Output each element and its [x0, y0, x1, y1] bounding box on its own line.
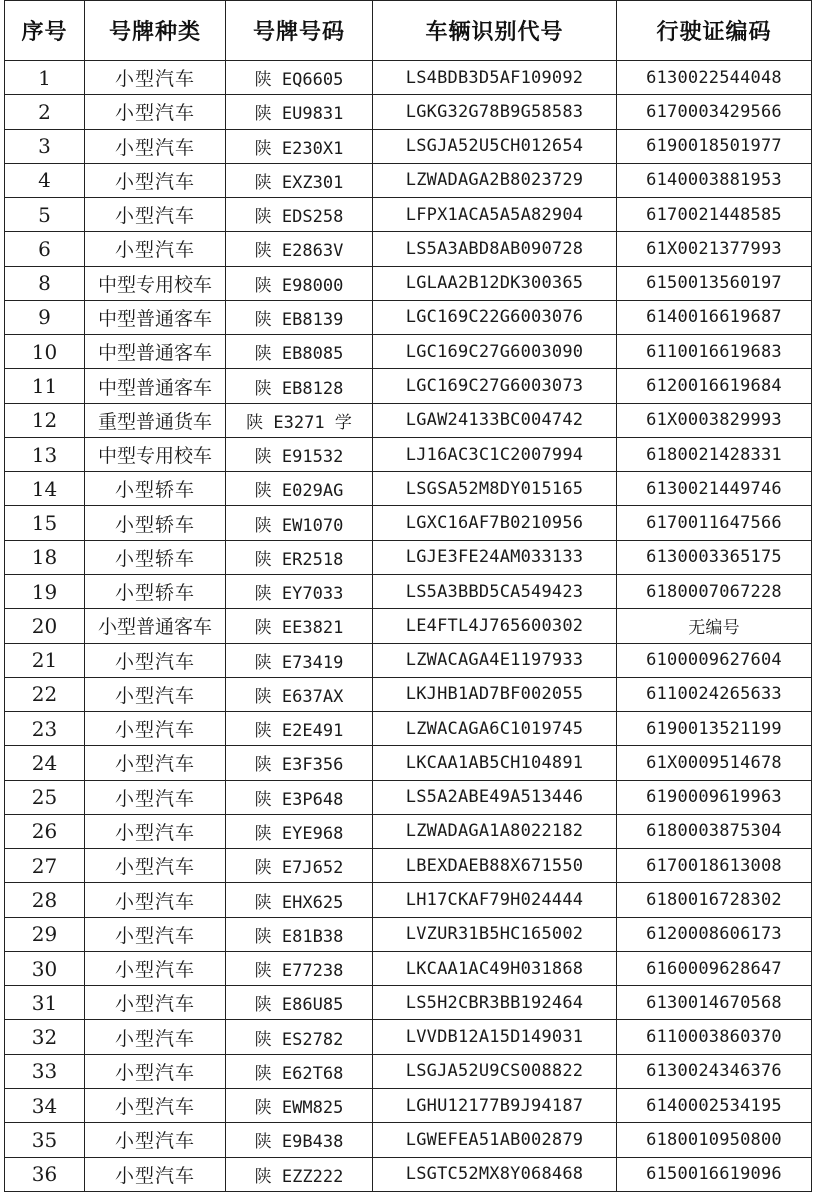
cell-vin: LS5A3ABD8AB090728	[373, 232, 617, 266]
table-row	[5, 163, 812, 197]
cell-license-code: 61X0021377993	[617, 232, 812, 266]
cell-serial-number: 24	[5, 746, 85, 780]
cell-license-code: 6110024265633	[617, 677, 812, 711]
cell-vin: LGXC16AF7B0210956	[373, 506, 617, 540]
cell-plate-number: 陕 EWM825	[226, 1088, 373, 1122]
cell-plate-number: 陕 E62T68	[226, 1054, 373, 1088]
cell-plate-type: 小型汽车	[85, 129, 226, 163]
cell-license-code: 6140003881953	[617, 163, 812, 197]
cell-plate-number: 陕 E86U85	[226, 986, 373, 1020]
cell-serial-number: 26	[5, 814, 85, 848]
header-plate-number: 号牌号码	[226, 1, 373, 61]
table-row	[5, 266, 812, 300]
cell-serial-number: 9	[5, 300, 85, 334]
cell-plate-number: 陕 EB8139	[226, 300, 373, 334]
cell-serial-number: 20	[5, 609, 85, 643]
cell-plate-type: 小型汽车	[85, 643, 226, 677]
cell-license-code: 6140002534195	[617, 1088, 812, 1122]
header-row	[5, 1, 812, 61]
cell-plate-type: 小型汽车	[85, 951, 226, 985]
cell-vin: LH17CKAF79H024444	[373, 883, 617, 917]
cell-plate-number: 陕 E3P648	[226, 780, 373, 814]
table-row	[5, 369, 812, 403]
cell-serial-number: 1	[5, 61, 85, 95]
cell-vin: LKJHB1AD7BF002055	[373, 677, 617, 711]
cell-license-code: 6170011647566	[617, 506, 812, 540]
cell-vin: LKCAA1AB5CH104891	[373, 746, 617, 780]
cell-plate-type: 小型汽车	[85, 780, 226, 814]
cell-serial-number: 36	[5, 1157, 85, 1191]
cell-plate-type: 中型普通客车	[85, 335, 226, 369]
vehicle-table	[4, 0, 812, 1192]
table-row	[5, 1054, 812, 1088]
cell-vin: LGAW24133BC004742	[373, 403, 617, 437]
cell-serial-number: 14	[5, 472, 85, 506]
cell-plate-number: 陕 E81B38	[226, 917, 373, 951]
header-serial-number: 序号	[5, 1, 85, 61]
table-row	[5, 986, 812, 1020]
cell-vin: LGHU12177B9J94187	[373, 1088, 617, 1122]
cell-serial-number: 2	[5, 95, 85, 129]
table-row	[5, 574, 812, 608]
cell-license-code: 6110003860370	[617, 1020, 812, 1054]
cell-plate-number: 陕 E91532	[226, 437, 373, 471]
cell-serial-number: 23	[5, 712, 85, 746]
cell-vin: LGLAA2B12DK300365	[373, 266, 617, 300]
cell-license-code: 6140016619687	[617, 300, 812, 334]
header-vin: 车辆识别代号	[373, 1, 617, 61]
cell-vin: LSGSA52M8DY015165	[373, 472, 617, 506]
cell-license-code: 无编号	[617, 609, 812, 643]
table-row	[5, 1157, 812, 1191]
cell-plate-number: 陕 E73419	[226, 643, 373, 677]
cell-vin: LZWACAGA6C1019745	[373, 712, 617, 746]
cell-plate-number: 陕 EZZ222	[226, 1157, 373, 1191]
cell-license-code: 6130014670568	[617, 986, 812, 1020]
cell-plate-type: 小型普通客车	[85, 609, 226, 643]
cell-license-code: 6120008606173	[617, 917, 812, 951]
cell-license-code: 61X0003829993	[617, 403, 812, 437]
table-row	[5, 232, 812, 266]
cell-plate-number: 陕 E77238	[226, 951, 373, 985]
cell-serial-number: 18	[5, 540, 85, 574]
cell-plate-type: 小型汽车	[85, 1020, 226, 1054]
cell-vin: LZWADAGA2B8023729	[373, 163, 617, 197]
table-row	[5, 677, 812, 711]
cell-vin: LVVDB12A15D149031	[373, 1020, 617, 1054]
cell-serial-number: 28	[5, 883, 85, 917]
cell-license-code: 6150016619096	[617, 1157, 812, 1191]
cell-license-code: 6130024346376	[617, 1054, 812, 1088]
cell-plate-number: 陕 EB8128	[226, 369, 373, 403]
cell-vin: LVZUR31B5HC165002	[373, 917, 617, 951]
cell-vin: LZWADAGA1A8022182	[373, 814, 617, 848]
table-row	[5, 951, 812, 985]
cell-plate-type: 小型汽车	[85, 198, 226, 232]
cell-plate-type: 小型汽车	[85, 232, 226, 266]
cell-plate-type: 小型轿车	[85, 506, 226, 540]
cell-serial-number: 30	[5, 951, 85, 985]
table-row	[5, 1088, 812, 1122]
cell-plate-number: 陕 E98000	[226, 266, 373, 300]
cell-plate-type: 小型汽车	[85, 917, 226, 951]
cell-serial-number: 32	[5, 1020, 85, 1054]
cell-license-code: 6180010950800	[617, 1123, 812, 1157]
table-row	[5, 335, 812, 369]
cell-license-code: 6160009628647	[617, 951, 812, 985]
cell-vin: LJ16AC3C1C2007994	[373, 437, 617, 471]
table-row	[5, 712, 812, 746]
cell-plate-type: 小型汽车	[85, 883, 226, 917]
cell-vin: LS5H2CBR3BB192464	[373, 986, 617, 1020]
cell-serial-number: 27	[5, 849, 85, 883]
cell-plate-type: 小型汽车	[85, 1054, 226, 1088]
cell-serial-number: 4	[5, 163, 85, 197]
cell-serial-number: 29	[5, 917, 85, 951]
table-row	[5, 1123, 812, 1157]
cell-serial-number: 22	[5, 677, 85, 711]
table-row	[5, 437, 812, 471]
cell-license-code: 6190018501977	[617, 129, 812, 163]
cell-license-code: 6150013560197	[617, 266, 812, 300]
cell-vin: LGKG32G78B9G58583	[373, 95, 617, 129]
cell-plate-number: 陕 EU9831	[226, 95, 373, 129]
cell-plate-type: 小型汽车	[85, 1123, 226, 1157]
cell-plate-number: 陕 E230X1	[226, 129, 373, 163]
cell-serial-number: 11	[5, 369, 85, 403]
cell-plate-type: 小型汽车	[85, 1088, 226, 1122]
table-row	[5, 540, 812, 574]
cell-plate-number: 陕 E7J652	[226, 849, 373, 883]
cell-plate-number: 陕 E3F356	[226, 746, 373, 780]
cell-vin: LGJE3FE24AM033133	[373, 540, 617, 574]
cell-serial-number: 13	[5, 437, 85, 471]
cell-vin: LFPX1ACA5A5A82904	[373, 198, 617, 232]
cell-vin: LGC169C22G6003076	[373, 300, 617, 334]
cell-license-code: 61X0009514678	[617, 746, 812, 780]
cell-license-code: 6130003365175	[617, 540, 812, 574]
table-row	[5, 917, 812, 951]
cell-plate-number: 陕 EW1070	[226, 506, 373, 540]
cell-license-code: 6190009619963	[617, 780, 812, 814]
cell-license-code: 6130022544048	[617, 61, 812, 95]
cell-vin: LGC169C27G6003073	[373, 369, 617, 403]
cell-plate-type: 小型轿车	[85, 574, 226, 608]
cell-license-code: 6180021428331	[617, 437, 812, 471]
cell-plate-number: 陕 EY7033	[226, 574, 373, 608]
cell-plate-type: 小型汽车	[85, 677, 226, 711]
table-body	[5, 61, 812, 1192]
table-row	[5, 849, 812, 883]
cell-plate-type: 小型轿车	[85, 472, 226, 506]
table-row	[5, 643, 812, 677]
cell-vin: LSGJA52U5CH012654	[373, 129, 617, 163]
cell-vin: LZWACAGA4E1197933	[373, 643, 617, 677]
cell-plate-type: 小型汽车	[85, 986, 226, 1020]
cell-serial-number: 10	[5, 335, 85, 369]
cell-plate-type: 中型普通客车	[85, 300, 226, 334]
cell-serial-number: 6	[5, 232, 85, 266]
cell-plate-number: 陕 EDS258	[226, 198, 373, 232]
cell-plate-type: 小型汽车	[85, 746, 226, 780]
cell-plate-type: 小型轿车	[85, 540, 226, 574]
cell-plate-type: 小型汽车	[85, 1157, 226, 1191]
cell-plate-type: 小型汽车	[85, 849, 226, 883]
cell-serial-number: 3	[5, 129, 85, 163]
cell-serial-number: 12	[5, 403, 85, 437]
cell-plate-type: 小型汽车	[85, 95, 226, 129]
cell-vin: LS5A2ABE49A513446	[373, 780, 617, 814]
cell-plate-type: 小型汽车	[85, 814, 226, 848]
cell-plate-number: 陕 EYE968	[226, 814, 373, 848]
cell-license-code: 6100009627604	[617, 643, 812, 677]
cell-plate-type: 小型汽车	[85, 163, 226, 197]
cell-license-code: 6170003429566	[617, 95, 812, 129]
table-row	[5, 780, 812, 814]
cell-plate-type: 中型专用校车	[85, 266, 226, 300]
cell-plate-type: 小型汽车	[85, 712, 226, 746]
cell-serial-number: 21	[5, 643, 85, 677]
cell-plate-number: 陕 EE3821	[226, 609, 373, 643]
cell-plate-number: 陕 EB8085	[226, 335, 373, 369]
table-row	[5, 1020, 812, 1054]
table-row	[5, 746, 812, 780]
cell-vin: LGWEFEA51AB002879	[373, 1123, 617, 1157]
cell-serial-number: 25	[5, 780, 85, 814]
table-row	[5, 472, 812, 506]
cell-plate-number: 陕 EXZ301	[226, 163, 373, 197]
table-row	[5, 129, 812, 163]
cell-license-code: 6180007067228	[617, 574, 812, 608]
cell-license-code: 6180016728302	[617, 883, 812, 917]
table-row	[5, 403, 812, 437]
cell-plate-number: 陕 E9B438	[226, 1123, 373, 1157]
cell-license-code: 6170018613008	[617, 849, 812, 883]
cell-plate-type: 中型普通客车	[85, 369, 226, 403]
cell-vin: LS4BDB3D5AF109092	[373, 61, 617, 95]
cell-license-code: 6190013521199	[617, 712, 812, 746]
table-row	[5, 61, 812, 95]
table-row	[5, 609, 812, 643]
cell-vin: LE4FTL4J765600302	[373, 609, 617, 643]
cell-vin: LS5A3BBD5CA549423	[373, 574, 617, 608]
header-plate-type: 号牌种类	[85, 1, 226, 61]
cell-vin: LKCAA1AC49H031868	[373, 951, 617, 985]
cell-serial-number: 19	[5, 574, 85, 608]
cell-license-code: 6170021448585	[617, 198, 812, 232]
cell-plate-type: 中型专用校车	[85, 437, 226, 471]
table-row	[5, 300, 812, 334]
cell-serial-number: 5	[5, 198, 85, 232]
cell-vin: LGC169C27G6003090	[373, 335, 617, 369]
cell-plate-type: 小型汽车	[85, 61, 226, 95]
table-header	[5, 1, 812, 61]
cell-plate-number: 陕 EQ6605	[226, 61, 373, 95]
cell-plate-number: 陕 E3271 学	[226, 403, 373, 437]
cell-plate-number: 陕 EHX625	[226, 883, 373, 917]
cell-serial-number: 33	[5, 1054, 85, 1088]
cell-plate-number: 陕 E2863V	[226, 232, 373, 266]
cell-plate-number: 陕 E2E491	[226, 712, 373, 746]
cell-serial-number: 15	[5, 506, 85, 540]
cell-plate-number: 陕 E029AG	[226, 472, 373, 506]
cell-license-code: 6130021449746	[617, 472, 812, 506]
cell-serial-number: 35	[5, 1123, 85, 1157]
cell-license-code: 6120016619684	[617, 369, 812, 403]
cell-serial-number: 31	[5, 986, 85, 1020]
table-row	[5, 95, 812, 129]
cell-serial-number: 34	[5, 1088, 85, 1122]
table-row	[5, 883, 812, 917]
cell-vin: LSGJA52U9CS008822	[373, 1054, 617, 1088]
table-row	[5, 198, 812, 232]
cell-plate-number: 陕 ES2782	[226, 1020, 373, 1054]
cell-license-code: 6110016619683	[617, 335, 812, 369]
cell-license-code: 6180003875304	[617, 814, 812, 848]
cell-vin: LBEXDAEB88X671550	[373, 849, 617, 883]
table-row	[5, 506, 812, 540]
cell-serial-number: 8	[5, 266, 85, 300]
cell-plate-type: 重型普通货车	[85, 403, 226, 437]
header-license-code: 行驶证编码	[617, 1, 812, 61]
table-row	[5, 814, 812, 848]
cell-plate-number: 陕 ER2518	[226, 540, 373, 574]
cell-plate-number: 陕 E637AX	[226, 677, 373, 711]
cell-vin: LSGTC52MX8Y068468	[373, 1157, 617, 1191]
